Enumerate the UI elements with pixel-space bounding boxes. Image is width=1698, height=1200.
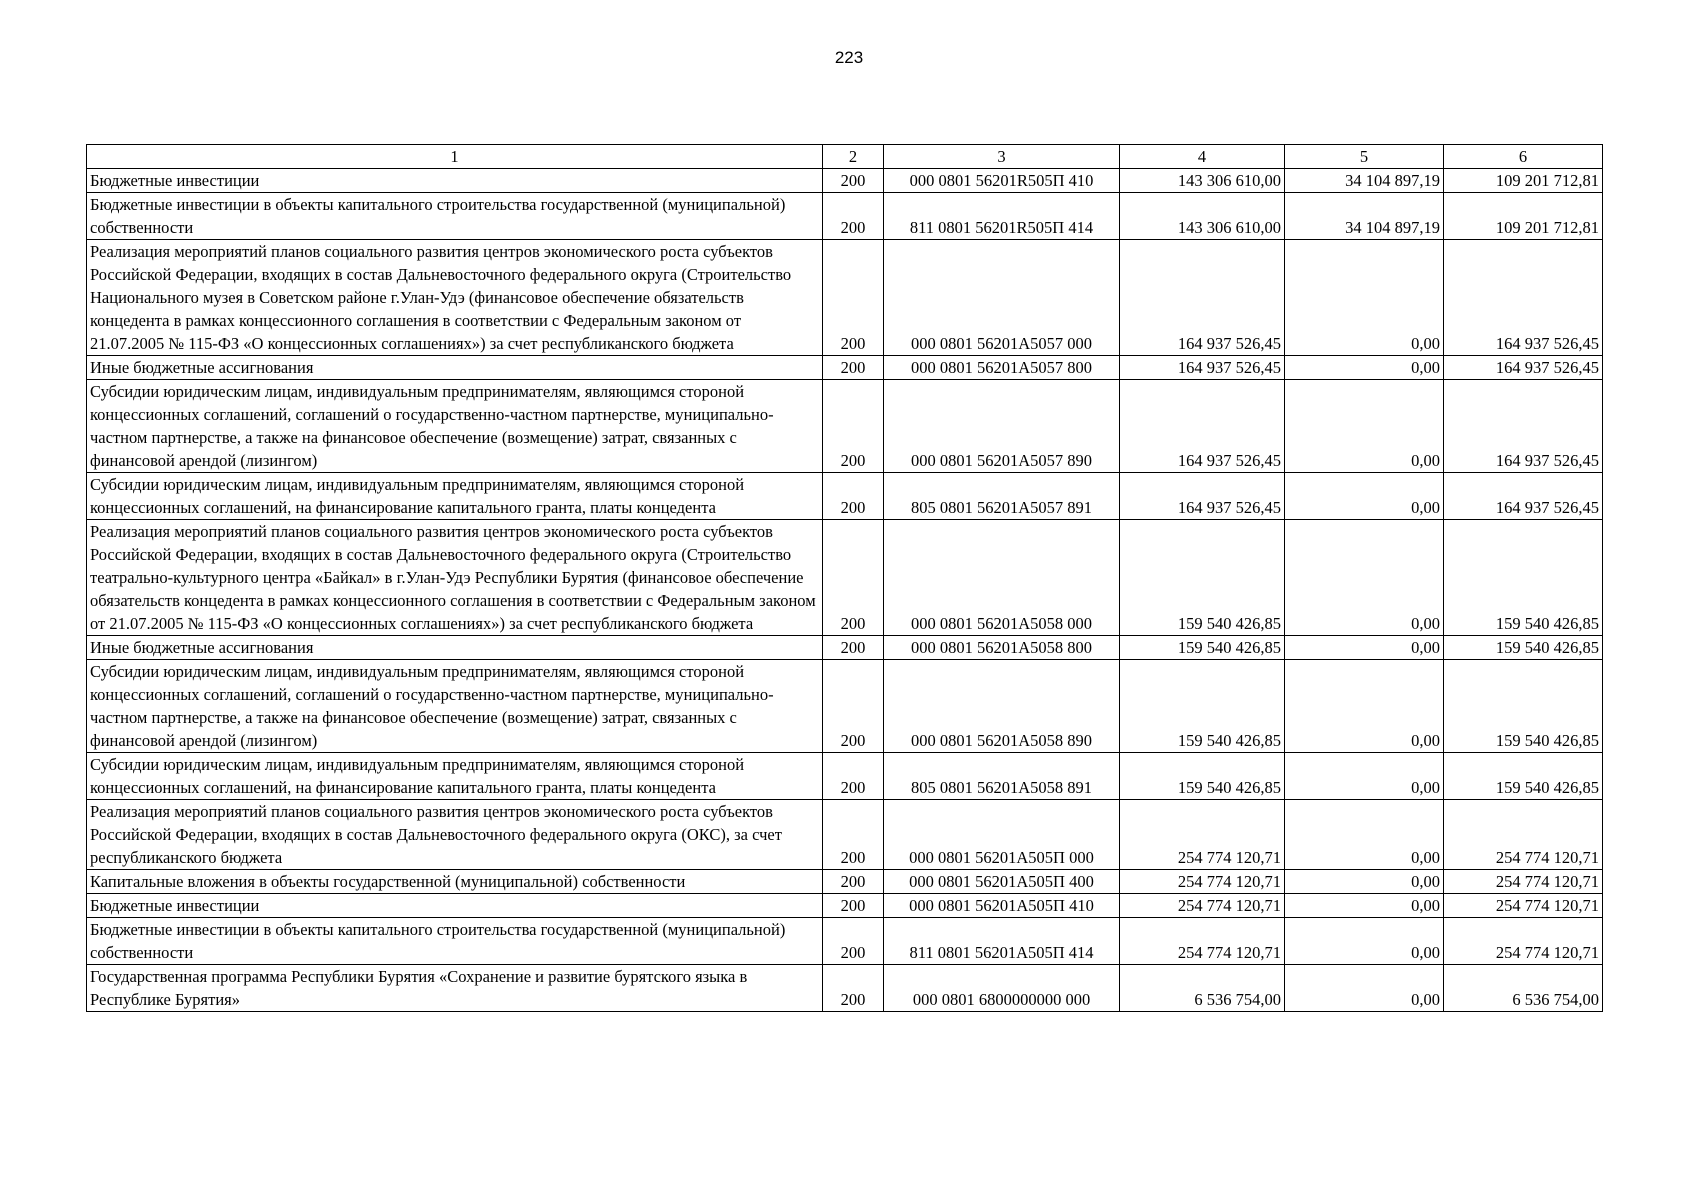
row-code: 200 [823, 870, 884, 894]
row-name: Реализация мероприятий планов социального развития центров экономического роста субъектов Российской Федерации, входящих в состав Дальневосточного федерального округа (Строительство Национального музея в Советском районе г.Улан-Удэ (финансовое обеспечение обязательств концедента в рамках концессионного соглашения в соответствии с Федеральным законом от 21.07.2005 № 115-ФЗ «О концессионных соглашениях») за счет республиканского бюджета [87, 240, 823, 356]
row-amount-approved: 159 540 426,85 [1120, 520, 1285, 636]
row-kbk: 000 0801 56201А505П 410 [884, 894, 1120, 918]
row-amount-executed: 0,00 [1285, 240, 1444, 356]
row-amount-executed: 0,00 [1285, 660, 1444, 753]
row-name: Бюджетные инвестиции [87, 894, 823, 918]
table-row [87, 753, 1603, 800]
row-amount-executed: 0,00 [1285, 473, 1444, 520]
row-code: 200 [823, 380, 884, 473]
table-row [87, 169, 1603, 193]
row-name: Государственная программа Республики Бурятия «Сохранение и развитие бурятского языка в Республике Бурятия» [87, 965, 823, 1012]
column-header: 4 [1120, 145, 1285, 169]
row-name: Субсидии юридическим лицам, индивидуальным предпринимателям, являющимся стороной концессионных соглашений, на финансирование капитального гранта, платы концедента [87, 753, 823, 800]
row-code: 200 [823, 753, 884, 800]
table-header-row [87, 145, 1603, 169]
table-row [87, 918, 1603, 965]
row-amount-executed: 0,00 [1285, 380, 1444, 473]
row-kbk: 805 0801 56201А5058 891 [884, 753, 1120, 800]
row-code: 200 [823, 894, 884, 918]
row-code: 200 [823, 193, 884, 240]
row-amount-remaining: 164 937 526,45 [1444, 240, 1603, 356]
row-name: Бюджетные инвестиции [87, 169, 823, 193]
table-row [87, 800, 1603, 870]
row-amount-approved: 159 540 426,85 [1120, 636, 1285, 660]
row-amount-executed: 0,00 [1285, 965, 1444, 1012]
column-header: 3 [884, 145, 1120, 169]
row-amount-remaining: 109 201 712,81 [1444, 169, 1603, 193]
row-amount-approved: 254 774 120,71 [1120, 918, 1285, 965]
table-row [87, 870, 1603, 894]
table-row [87, 636, 1603, 660]
row-amount-remaining: 159 540 426,85 [1444, 753, 1603, 800]
row-kbk: 000 0801 56201А5058 000 [884, 520, 1120, 636]
row-amount-executed: 0,00 [1285, 918, 1444, 965]
table-row [87, 356, 1603, 380]
row-amount-remaining: 164 937 526,45 [1444, 356, 1603, 380]
row-name: Субсидии юридическим лицам, индивидуальным предпринимателям, являющимся стороной концессионных соглашений, на финансирование капитального гранта, платы концедента [87, 473, 823, 520]
budget-table [86, 144, 1603, 1012]
table-row [87, 240, 1603, 356]
row-amount-remaining: 254 774 120,71 [1444, 918, 1603, 965]
row-kbk: 000 0801 56201А5057 000 [884, 240, 1120, 356]
row-amount-executed: 0,00 [1285, 520, 1444, 636]
row-code: 200 [823, 918, 884, 965]
table-row [87, 520, 1603, 636]
row-code: 200 [823, 636, 884, 660]
row-amount-remaining: 159 540 426,85 [1444, 636, 1603, 660]
row-code: 200 [823, 800, 884, 870]
row-name: Реализация мероприятий планов социального развития центров экономического роста субъектов Российской Федерации, входящих в состав Дальневосточного федерального округа (ОКС), за счет республиканского бюджета [87, 800, 823, 870]
row-amount-approved: 143 306 610,00 [1120, 193, 1285, 240]
row-amount-approved: 164 937 526,45 [1120, 473, 1285, 520]
row-amount-approved: 254 774 120,71 [1120, 870, 1285, 894]
row-name: Иные бюджетные ассигнования [87, 356, 823, 380]
table-row [87, 660, 1603, 753]
row-code: 200 [823, 965, 884, 1012]
row-kbk: 000 0801 56201А505П 000 [884, 800, 1120, 870]
row-kbk: 000 0801 56201R505П 410 [884, 169, 1120, 193]
row-name: Капитальные вложения в объекты государственной (муниципальной) собственности [87, 870, 823, 894]
row-kbk: 811 0801 56201R505П 414 [884, 193, 1120, 240]
row-kbk: 000 0801 6800000000 000 [884, 965, 1120, 1012]
row-amount-approved: 6 536 754,00 [1120, 965, 1285, 1012]
row-amount-executed: 0,00 [1285, 636, 1444, 660]
row-amount-remaining: 164 937 526,45 [1444, 380, 1603, 473]
row-amount-approved: 164 937 526,45 [1120, 240, 1285, 356]
row-amount-remaining: 159 540 426,85 [1444, 520, 1603, 636]
row-name: Иные бюджетные ассигнования [87, 636, 823, 660]
column-header: 2 [823, 145, 884, 169]
row-amount-executed: 0,00 [1285, 356, 1444, 380]
row-name: Бюджетные инвестиции в объекты капитального строительства государственной (муниципальной) собственности [87, 193, 823, 240]
row-code: 200 [823, 660, 884, 753]
table-row [87, 473, 1603, 520]
row-amount-remaining: 109 201 712,81 [1444, 193, 1603, 240]
row-kbk: 000 0801 56201А5058 800 [884, 636, 1120, 660]
row-amount-approved: 159 540 426,85 [1120, 660, 1285, 753]
row-code: 200 [823, 520, 884, 636]
row-amount-remaining: 164 937 526,45 [1444, 473, 1603, 520]
row-amount-approved: 159 540 426,85 [1120, 753, 1285, 800]
row-name: Бюджетные инвестиции в объекты капитального строительства государственной (муниципальной) собственности [87, 918, 823, 965]
row-kbk: 000 0801 56201А5057 890 [884, 380, 1120, 473]
row-name: Субсидии юридическим лицам, индивидуальным предпринимателям, являющимся стороной концессионных соглашений, соглашений о государственно-частном партнерстве, муниципально-частном партнерстве, а также на финансовое обеспечение (возмещение) затрат, связанных с финансовой арендой (лизингом) [87, 660, 823, 753]
row-amount-remaining: 6 536 754,00 [1444, 965, 1603, 1012]
row-amount-remaining: 159 540 426,85 [1444, 660, 1603, 753]
row-amount-remaining: 254 774 120,71 [1444, 894, 1603, 918]
row-kbk: 805 0801 56201А5057 891 [884, 473, 1120, 520]
row-amount-remaining: 254 774 120,71 [1444, 870, 1603, 894]
column-header: 1 [87, 145, 823, 169]
table-row [87, 380, 1603, 473]
column-header: 5 [1285, 145, 1444, 169]
row-amount-remaining: 254 774 120,71 [1444, 800, 1603, 870]
row-code: 200 [823, 169, 884, 193]
row-name: Реализация мероприятий планов социального развития центров экономического роста субъектов Российской Федерации, входящих в состав Дальневосточного федерального округа (Строительство театрально-культурного центра «Байкал» в г.Улан-Удэ Республики Бурятия (финансовое обеспечение обязательств концедента в рамках концессионного соглашения в соответствии с Федеральным законом от 21.07.2005 № 115-ФЗ «О концессионных соглашениях») за счет республиканского бюджета [87, 520, 823, 636]
row-kbk: 000 0801 56201А5057 800 [884, 356, 1120, 380]
row-kbk: 811 0801 56201А505П 414 [884, 918, 1120, 965]
table-row [87, 193, 1603, 240]
row-amount-executed: 0,00 [1285, 870, 1444, 894]
table-body [87, 169, 1603, 1012]
row-code: 200 [823, 240, 884, 356]
table-row [87, 894, 1603, 918]
row-amount-approved: 254 774 120,71 [1120, 800, 1285, 870]
row-code: 200 [823, 356, 884, 380]
row-amount-approved: 254 774 120,71 [1120, 894, 1285, 918]
row-amount-approved: 164 937 526,45 [1120, 380, 1285, 473]
row-kbk: 000 0801 56201А5058 890 [884, 660, 1120, 753]
row-amount-executed: 0,00 [1285, 753, 1444, 800]
page-number: 223 [834, 48, 864, 67]
row-amount-approved: 164 937 526,45 [1120, 356, 1285, 380]
column-header: 6 [1444, 145, 1603, 169]
row-kbk: 000 0801 56201А505П 400 [884, 870, 1120, 894]
row-amount-executed: 34 104 897,19 [1285, 193, 1444, 240]
row-amount-executed: 34 104 897,19 [1285, 169, 1444, 193]
row-code: 200 [823, 473, 884, 520]
table-row [87, 965, 1603, 1012]
row-amount-approved: 143 306 610,00 [1120, 169, 1285, 193]
row-amount-executed: 0,00 [1285, 894, 1444, 918]
row-name: Субсидии юридическим лицам, индивидуальным предпринимателям, являющимся стороной концессионных соглашений, соглашений о государственно-частном партнерстве, муниципально-частном партнерстве, а также на финансовое обеспечение (возмещение) затрат, связанных с финансовой арендой (лизингом) [87, 380, 823, 473]
row-amount-executed: 0,00 [1285, 800, 1444, 870]
